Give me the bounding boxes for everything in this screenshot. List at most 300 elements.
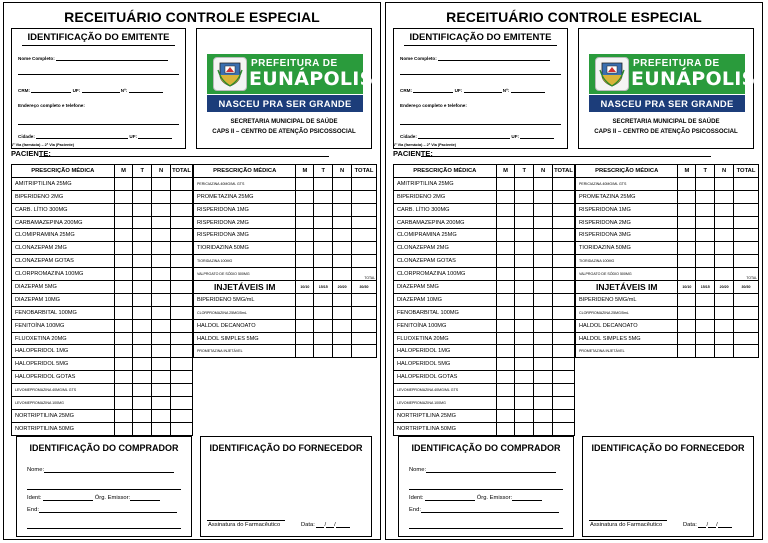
orgao-label: Órg. Emissor: [94, 495, 131, 501]
dose-cell-t[interactable] [515, 190, 534, 203]
cidade-field[interactable] [400, 134, 554, 139]
total-cell[interactable] [553, 216, 575, 229]
dose-cell[interactable] [734, 332, 759, 345]
dose-cell-n[interactable] [534, 203, 553, 216]
dose-cell-t[interactable] [314, 216, 333, 229]
total-cell[interactable] [553, 371, 575, 384]
dose-cell-n[interactable] [534, 384, 553, 397]
dose-cell-t[interactable] [314, 177, 333, 190]
dose-cell-t[interactable] [515, 293, 534, 306]
dose-cell-t[interactable] [133, 306, 152, 319]
dose-cell-n[interactable] [534, 281, 553, 294]
dose-cell-m[interactable] [678, 177, 696, 190]
prefeitura-logo-box [578, 28, 754, 149]
dose-cell-n[interactable] [534, 255, 553, 268]
dose-cell-n[interactable] [152, 268, 171, 281]
dose-cell[interactable] [296, 306, 314, 319]
total-cell[interactable] [352, 229, 377, 242]
dose-cell-m[interactable] [496, 409, 515, 422]
dose-cell[interactable] [352, 293, 377, 306]
crm-field[interactable] [400, 88, 545, 93]
dose-cell-t[interactable] [133, 397, 152, 410]
total-cell[interactable] [171, 306, 193, 319]
total-cell[interactable] [171, 332, 193, 345]
table-row [12, 293, 193, 306]
dose-cell[interactable] [678, 319, 696, 332]
dose-cell-n[interactable] [534, 371, 553, 384]
dose-cell[interactable] [715, 319, 734, 332]
dose-cell-t[interactable] [133, 293, 152, 306]
dose-cell-n[interactable] [715, 229, 734, 242]
total-cell[interactable] [352, 216, 377, 229]
dose-cell[interactable] [696, 319, 715, 332]
dose-cell-m[interactable] [496, 397, 515, 410]
total-cell[interactable] [171, 216, 193, 229]
dose-cell-t[interactable] [314, 190, 333, 203]
paciente-line[interactable] [421, 156, 711, 157]
dose-cell-n[interactable] [534, 409, 553, 422]
total-cell[interactable] [553, 306, 575, 319]
total-cell[interactable] [171, 229, 193, 242]
dose-cell[interactable] [678, 306, 696, 319]
dose-cell-m[interactable] [496, 319, 515, 332]
dose-cell-m[interactable] [496, 203, 515, 216]
dose-cell-t[interactable] [515, 177, 534, 190]
total-cell[interactable] [734, 229, 759, 242]
dose-cell-m[interactable] [296, 229, 314, 242]
signature-line[interactable] [589, 520, 667, 521]
dose-cell-n[interactable] [534, 319, 553, 332]
dose-cell-m[interactable] [496, 216, 515, 229]
total-cell[interactable] [553, 358, 575, 371]
total-cell[interactable] [171, 281, 193, 294]
dose-cell-n[interactable] [152, 358, 171, 371]
total-cell[interactable] [171, 422, 193, 435]
dose-cell-n[interactable] [152, 384, 171, 397]
dose-cell-t[interactable] [133, 409, 152, 422]
total-cell[interactable] [553, 384, 575, 397]
total-cell[interactable] [734, 190, 759, 203]
total-cell[interactable] [352, 203, 377, 216]
dose-cell-t[interactable] [133, 190, 152, 203]
dose-cell-t[interactable] [133, 242, 152, 255]
crm-field[interactable] [18, 88, 163, 93]
total-cell[interactable] [171, 268, 193, 281]
endereco-field[interactable] [400, 103, 467, 108]
dose-cell-m[interactable] [296, 242, 314, 255]
dose-cell-n[interactable] [534, 397, 553, 410]
dose-cell[interactable] [715, 332, 734, 345]
signature-line[interactable] [207, 520, 285, 521]
prescricao-table-right [575, 164, 759, 358]
dose-cell[interactable] [352, 345, 377, 358]
dose-cell-n[interactable] [152, 177, 171, 190]
dose-cell[interactable] [352, 319, 377, 332]
dose-cell[interactable] [352, 306, 377, 319]
dose-cell-n[interactable] [152, 332, 171, 345]
dose-cell-m[interactable] [296, 190, 314, 203]
dose-cell-t[interactable] [515, 229, 534, 242]
total-cell[interactable] [171, 371, 193, 384]
total-cell[interactable] [171, 384, 193, 397]
dose-cell-m[interactable] [678, 229, 696, 242]
dose-cell-m[interactable] [678, 203, 696, 216]
dose-cell-m[interactable] [114, 242, 133, 255]
dose-cell[interactable] [352, 332, 377, 345]
dose-cell[interactable] [314, 319, 333, 332]
dose-cell-n[interactable] [152, 216, 171, 229]
dose-cell-t[interactable] [133, 358, 152, 371]
dose-cell-n[interactable] [333, 229, 352, 242]
total-cell[interactable] [352, 242, 377, 255]
dose-cell-n[interactable] [152, 242, 171, 255]
dose-cell-n[interactable] [534, 177, 553, 190]
total-cell[interactable] [553, 319, 575, 332]
dose-cell-m[interactable] [296, 255, 314, 268]
dose-cell-m[interactable] [496, 293, 515, 306]
dose-cell[interactable] [696, 332, 715, 345]
dose-cell-n[interactable] [152, 409, 171, 422]
dose-cell-n[interactable] [715, 190, 734, 203]
dose-cell-n[interactable] [152, 203, 171, 216]
dose-cell[interactable] [333, 345, 352, 358]
data-field[interactable]: Data: / / [301, 522, 350, 528]
column-header: T [696, 165, 715, 178]
dose-cell-m[interactable] [678, 242, 696, 255]
dose-cell-t[interactable] [314, 242, 333, 255]
dose-cell[interactable] [333, 306, 352, 319]
dose-cell-m[interactable] [496, 306, 515, 319]
total-cell[interactable] [553, 229, 575, 242]
dose-cell-n[interactable] [152, 371, 171, 384]
dose-cell-t[interactable] [515, 255, 534, 268]
total-cell[interactable] [734, 242, 759, 255]
dose-cell-n[interactable] [534, 268, 553, 281]
orgao-label: Órg. Emissor: [476, 495, 513, 501]
dose-cell-m[interactable] [114, 332, 133, 345]
receituario-copy [3, 2, 381, 540]
total-cell[interactable] [553, 422, 575, 435]
dose-cell-m[interactable] [296, 203, 314, 216]
dose-cell-n[interactable] [152, 229, 171, 242]
total-cell[interactable] [352, 255, 377, 268]
dose-cell-t[interactable] [696, 268, 715, 281]
dose-cell-t[interactable] [515, 242, 534, 255]
dose-cell[interactable] [734, 293, 759, 306]
comprador-nome-field[interactable] [27, 467, 174, 473]
dose-cell-m[interactable] [114, 293, 133, 306]
dose-cell[interactable] [715, 345, 734, 358]
dose-cell-t[interactable] [133, 229, 152, 242]
dose-cell-n[interactable] [333, 203, 352, 216]
dose-cell-t[interactable] [515, 384, 534, 397]
nome-completo-field[interactable] [400, 56, 550, 61]
dose-cell-m[interactable] [114, 345, 133, 358]
total-cell[interactable] [553, 332, 575, 345]
dose-cell[interactable] [678, 293, 696, 306]
dose-cell-n[interactable] [152, 306, 171, 319]
total-cell[interactable] [171, 409, 193, 422]
paciente-line[interactable] [39, 156, 329, 157]
dose-cell-t[interactable] [515, 268, 534, 281]
total-cell[interactable] [553, 190, 575, 203]
dose-cell-n[interactable] [534, 306, 553, 319]
dose-cell-m[interactable] [678, 255, 696, 268]
total-cell[interactable] [171, 293, 193, 306]
dose-cell-t[interactable] [133, 268, 152, 281]
dose-cell-m[interactable] [114, 422, 133, 435]
endereco-field[interactable] [18, 103, 85, 108]
dose-cell[interactable] [296, 345, 314, 358]
dose-cell-t[interactable] [696, 203, 715, 216]
dose-cell-t[interactable] [696, 216, 715, 229]
dose-cell[interactable] [734, 345, 759, 358]
total-cell[interactable] [734, 177, 759, 190]
dose-cell-n[interactable] [152, 345, 171, 358]
prefeitura-banner [589, 54, 756, 94]
comprador-ident-field[interactable] [27, 495, 160, 501]
dose-cell-m[interactable] [114, 190, 133, 203]
dose-cell-t[interactable] [314, 255, 333, 268]
comprador-ident-field[interactable] [409, 495, 542, 501]
crm-label: CRM: [18, 88, 30, 93]
total-cell[interactable] [553, 242, 575, 255]
dose-cell-m[interactable] [114, 409, 133, 422]
dose-cell-n[interactable] [534, 358, 553, 371]
dose-cell-m[interactable] [496, 281, 515, 294]
dose-cell-t[interactable] [515, 422, 534, 435]
comprador-end-field[interactable] [27, 507, 177, 513]
dose-cell-n[interactable] [152, 281, 171, 294]
dose-cell[interactable] [296, 319, 314, 332]
dose-cell-m[interactable] [114, 203, 133, 216]
injetaveis-column-header: 10/10 [296, 281, 314, 294]
dose-cell-t[interactable] [133, 422, 152, 435]
dose-cell-t[interactable] [133, 177, 152, 190]
dose-cell-m[interactable] [114, 306, 133, 319]
dose-cell-t[interactable] [133, 203, 152, 216]
dose-cell-t[interactable] [133, 384, 152, 397]
total-cell[interactable] [171, 177, 193, 190]
dose-cell-n[interactable] [715, 216, 734, 229]
dose-cell-t[interactable] [133, 255, 152, 268]
dose-cell[interactable] [696, 345, 715, 358]
dose-cell-t[interactable] [515, 216, 534, 229]
dose-cell[interactable] [296, 332, 314, 345]
total-cell[interactable] [171, 397, 193, 410]
dose-cell[interactable] [314, 293, 333, 306]
dose-cell[interactable] [678, 332, 696, 345]
total-cell[interactable] [171, 203, 193, 216]
medication-name: PERICIAZINA 40MG/ML GTS [576, 177, 678, 190]
comprador-nome-field[interactable] [409, 467, 556, 473]
dose-cell-n[interactable] [534, 422, 553, 435]
dose-cell-t[interactable] [133, 216, 152, 229]
dose-cell-m[interactable] [496, 371, 515, 384]
dose-cell-m[interactable] [678, 190, 696, 203]
dose-cell-m[interactable] [296, 177, 314, 190]
dose-cell-m[interactable] [296, 216, 314, 229]
dose-cell[interactable] [696, 293, 715, 306]
dose-cell-t[interactable] [314, 229, 333, 242]
dose-cell-t[interactable] [696, 229, 715, 242]
dose-cell-n[interactable] [333, 216, 352, 229]
nome-completo-field[interactable] [18, 56, 168, 61]
dose-cell[interactable] [314, 332, 333, 345]
medication-name: RISPERIDONA 3MG [194, 229, 296, 242]
total-cell[interactable] [171, 358, 193, 371]
dose-cell-n[interactable] [534, 242, 553, 255]
total-cell[interactable] [553, 409, 575, 422]
dose-cell-m[interactable] [496, 358, 515, 371]
dose-cell[interactable] [333, 293, 352, 306]
dose-cell-t[interactable] [515, 409, 534, 422]
dose-cell-t[interactable] [515, 358, 534, 371]
dose-cell-n[interactable] [152, 293, 171, 306]
total-cell[interactable] [553, 255, 575, 268]
dose-cell-n[interactable] [333, 242, 352, 255]
total-cell[interactable] [734, 255, 759, 268]
dose-cell-n[interactable] [715, 242, 734, 255]
total-cell[interactable] [553, 345, 575, 358]
dose-cell-n[interactable] [152, 190, 171, 203]
dose-cell-n[interactable] [152, 255, 171, 268]
prefeitura-label: PREFEITURA DE [251, 58, 338, 69]
cidade-field[interactable] [18, 134, 172, 139]
table-row [12, 384, 193, 397]
dose-cell-t[interactable] [696, 255, 715, 268]
dose-cell[interactable] [314, 306, 333, 319]
dose-cell[interactable] [296, 293, 314, 306]
dose-cell-t[interactable] [515, 203, 534, 216]
total-cell[interactable] [553, 281, 575, 294]
dose-cell[interactable] [715, 306, 734, 319]
dose-cell-n[interactable] [534, 229, 553, 242]
dose-cell-m[interactable] [496, 345, 515, 358]
medication-name: LEVOMEPROMAZINA 40MG/ML GTS [394, 384, 497, 397]
dose-cell-t[interactable] [696, 177, 715, 190]
dose-cell-m[interactable] [496, 190, 515, 203]
dose-cell[interactable] [734, 306, 759, 319]
total-cell[interactable] [553, 293, 575, 306]
dose-cell-m[interactable] [296, 268, 314, 281]
dose-cell-m[interactable] [114, 255, 133, 268]
dose-cell-m[interactable] [496, 242, 515, 255]
dose-cell-t[interactable] [133, 345, 152, 358]
dose-cell-n[interactable] [534, 345, 553, 358]
total-cell[interactable] [352, 190, 377, 203]
dose-cell[interactable] [333, 332, 352, 345]
data-field[interactable]: Data: / / [683, 522, 732, 528]
dose-cell-m[interactable] [114, 371, 133, 384]
dose-cell-t[interactable] [314, 203, 333, 216]
dose-cell-t[interactable] [515, 319, 534, 332]
dose-cell-n[interactable] [715, 203, 734, 216]
dose-cell-n[interactable] [534, 332, 553, 345]
dose-cell-m[interactable] [496, 422, 515, 435]
dose-cell-m[interactable] [496, 384, 515, 397]
dose-cell-m[interactable] [496, 177, 515, 190]
dose-cell-n[interactable] [715, 255, 734, 268]
dose-cell-m[interactable] [114, 384, 133, 397]
dose-cell-n[interactable] [715, 177, 734, 190]
dose-cell-n[interactable] [534, 190, 553, 203]
dose-cell-n[interactable] [333, 177, 352, 190]
dose-cell-m[interactable] [678, 216, 696, 229]
dose-cell-n[interactable] [715, 268, 734, 281]
dose-cell-m[interactable] [114, 358, 133, 371]
dose-cell-m[interactable] [496, 255, 515, 268]
nome-completo-label: Nome Completo: [400, 56, 437, 61]
paciente-label: PACIENTE: [11, 149, 51, 158]
dose-cell[interactable] [333, 319, 352, 332]
total-cell[interactable] [171, 242, 193, 255]
dose-cell-t[interactable] [696, 190, 715, 203]
dose-cell-t[interactable] [515, 371, 534, 384]
comprador-end-field[interactable] [409, 507, 559, 513]
total-cell[interactable] [171, 345, 193, 358]
dose-cell[interactable] [678, 345, 696, 358]
dose-cell-n[interactable] [534, 216, 553, 229]
dose-cell-m[interactable] [114, 268, 133, 281]
dose-cell[interactable] [314, 345, 333, 358]
dose-cell-n[interactable] [333, 255, 352, 268]
dose-cell-m[interactable] [114, 229, 133, 242]
dose-cell-t[interactable] [515, 397, 534, 410]
dose-cell-t[interactable] [133, 319, 152, 332]
total-cell[interactable] [553, 177, 575, 190]
dose-cell-n[interactable] [152, 422, 171, 435]
dose-cell-t[interactable] [314, 268, 333, 281]
total-cell[interactable] [734, 203, 759, 216]
dose-cell-t[interactable] [515, 281, 534, 294]
total-cell[interactable] [352, 177, 377, 190]
dose-cell-t[interactable] [696, 242, 715, 255]
dose-cell-m[interactable] [496, 268, 515, 281]
total-cell[interactable] [171, 255, 193, 268]
dose-cell-m[interactable] [496, 332, 515, 345]
dose-cell-t[interactable] [515, 332, 534, 345]
injetaveis-column-header: 30/30 [352, 281, 377, 294]
total-cell[interactable] [553, 268, 575, 281]
total-cell[interactable] [734, 216, 759, 229]
dose-cell-t[interactable] [133, 281, 152, 294]
dose-cell-n[interactable] [152, 319, 171, 332]
dose-cell-m[interactable] [678, 268, 696, 281]
dose-cell[interactable] [734, 319, 759, 332]
dose-cell-t[interactable] [133, 332, 152, 345]
dose-cell-m[interactable] [496, 229, 515, 242]
dose-cell-m[interactable] [114, 319, 133, 332]
total-cell[interactable] [171, 319, 193, 332]
dose-cell-m[interactable] [114, 397, 133, 410]
dose-cell-m[interactable] [114, 216, 133, 229]
dose-cell-t[interactable] [515, 345, 534, 358]
dose-cell[interactable] [696, 306, 715, 319]
dose-cell-n[interactable] [152, 397, 171, 410]
dose-cell-n[interactable] [534, 293, 553, 306]
dose-cell-t[interactable] [133, 371, 152, 384]
dose-cell-m[interactable] [114, 281, 133, 294]
total-cell[interactable] [553, 397, 575, 410]
dose-cell-n[interactable] [333, 190, 352, 203]
total-cell[interactable] [553, 203, 575, 216]
dose-cell-n[interactable] [333, 268, 352, 281]
dose-cell-t[interactable] [515, 306, 534, 319]
dose-cell-m[interactable] [114, 177, 133, 190]
dose-cell[interactable] [715, 293, 734, 306]
total-cell[interactable] [171, 190, 193, 203]
